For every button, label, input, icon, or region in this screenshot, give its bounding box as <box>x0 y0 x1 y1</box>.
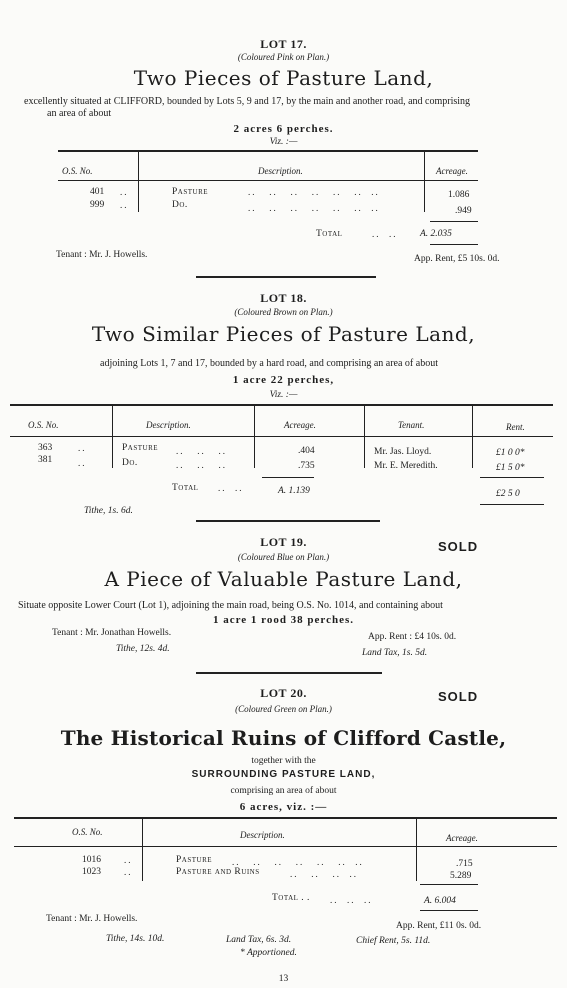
lot20-table-divider <box>416 817 417 881</box>
lot18-col-acreage: Acreage. <box>284 420 316 430</box>
lot18-header-rule <box>10 436 553 437</box>
lot18-row1-rent: £1 0 0* <box>496 448 525 458</box>
lot20-row2-dots: .. .. .. .. <box>290 869 358 879</box>
lot20-row2-acreage: 5.289 <box>450 871 472 881</box>
lot19-coloured-note: (Coloured Blue on Plan.) <box>237 552 330 562</box>
lot20-total-underline <box>420 910 478 911</box>
lot20-table-top-rule <box>14 817 557 819</box>
lot20-table-divider <box>142 817 143 881</box>
lot20-comprising: comprising an area of about <box>230 786 337 796</box>
lot17-row2-description: Do. <box>172 200 188 210</box>
lot18-col-tenant: Tenant. <box>398 420 425 430</box>
lot20-row2-leader: .. <box>124 867 133 877</box>
lot20-chief-rent: Chief Rent, 5s. 11d. <box>356 936 431 946</box>
lot18-total-dots: .. .. <box>218 483 244 493</box>
lot18-coloured-note: (Coloured Brown on Plan.) <box>234 307 333 317</box>
lot17-col-acreage: Acreage. <box>436 166 468 176</box>
lot17-row1-acreage: 1.086 <box>448 190 470 200</box>
lot20-row1-leader: .. <box>124 855 133 865</box>
lot17-table-divider <box>424 150 425 212</box>
lot17-col-os-no: O.S. No. <box>62 166 93 176</box>
lot17-description: excellently situated at CLIFFORD, bounded by Lots 5, 9 and 17, by the main and another road, and comprising <box>24 96 471 107</box>
page-number: 13 <box>278 974 289 984</box>
lot18-row2-description: Do. <box>122 458 138 468</box>
lot17-total: A. 2.035 <box>420 229 452 239</box>
lot20-row2-description: Pasture and Ruins <box>176 867 260 877</box>
lot18-row2-leader: .. <box>78 458 87 468</box>
lot17-col-description: Description. <box>258 166 303 176</box>
lot18-description: adjoining Lots 1, 7 and 17, bounded by a hard road, and comprising an area of about <box>100 358 438 369</box>
lot20-col-os-no: O.S. No. <box>72 827 103 837</box>
lot17-total-underline <box>430 244 478 245</box>
lot20-total: A. 6.004 <box>424 896 456 906</box>
lot19-description: Situate opposite Lower Court (Lot 1), adjoining the main road, being O.S. No. 1014, and containing about <box>18 600 443 611</box>
lot19-heading: LOT 19. <box>260 535 307 549</box>
lot20-col-acreage: Acreage. <box>446 833 478 843</box>
lot18-row1-description: Pasture <box>122 443 159 453</box>
lot20-col-description: Description. <box>240 830 285 840</box>
lot18-row2-dots: .. .. .. <box>176 460 227 470</box>
lot-separator <box>196 276 376 278</box>
lot17-viz: Viz. :— <box>269 137 298 147</box>
lot18-area: 1 acre 22 perches, <box>232 374 335 386</box>
lot18-viz: Viz. :— <box>269 390 298 400</box>
lot20-area: 6 acres, viz. :— <box>239 801 328 813</box>
lot17-total-label: Total <box>316 229 343 239</box>
lot17-coloured-note: (Coloured Pink on Plan.) <box>237 52 330 62</box>
lot20-together: together with the <box>251 756 316 766</box>
lot19-title: A Piece of Valuable Pasture Land, <box>104 567 463 591</box>
lot18-row1-acreage: .404 <box>298 446 315 456</box>
lot20-title: The Historical Ruins of Clifford Castle, <box>60 726 507 750</box>
lot18-row2-rent: £1 5 0* <box>496 463 525 473</box>
lot20-total-label: Total . . <box>272 893 310 903</box>
lot18-row1-dots: .. .. .. <box>176 446 227 456</box>
lot17-row2-dots: .. .. .. .. .. .. .. <box>248 203 380 213</box>
lot19-land-tax: Land Tax, 1s. 5d. <box>362 648 428 658</box>
lot17-tenant: Tenant : Mr. J. Howells. <box>56 250 148 260</box>
lot18-rent-total-rule <box>480 477 544 478</box>
lot20-row1-os-no: 1016 <box>82 855 101 865</box>
lot17-row1-description: Pasture <box>172 187 209 197</box>
lot20-row1-acreage: .715 <box>456 859 473 869</box>
lot20-rent: App. Rent, £11 0s. 0d. <box>396 921 482 931</box>
lot-separator <box>196 672 382 674</box>
lot17-row2-acreage: .949 <box>455 206 472 216</box>
lot18-title: Two Similar Pieces of Pasture Land, <box>91 322 476 346</box>
lot20-sold-stamp: SOLD <box>438 689 479 704</box>
lot18-col-os-no: O.S. No. <box>28 420 59 430</box>
lot18-row2-tenant: Mr. E. Meredith. <box>374 461 438 471</box>
lot17-total-dots: .. .. <box>372 229 398 239</box>
lot20-apportioned-note: * Apportioned. <box>240 948 297 958</box>
lot17-table-divider <box>138 150 139 212</box>
lot19-rent: App. Rent : £4 10s. 0d. <box>368 632 457 642</box>
lot17-area: 2 acres 6 perches. <box>233 123 334 135</box>
lot17-row2-leader: .. <box>120 200 129 210</box>
lot17-total-rule <box>430 221 478 222</box>
lot20-coloured-note: (Coloured Green on Plan.) <box>235 704 332 714</box>
lot18-row2-os-no: 381 <box>38 455 53 465</box>
lot18-row2-acreage: .735 <box>298 461 315 471</box>
lot20-heading: LOT 20. <box>260 686 307 700</box>
lot18-col-rent: Rent. <box>506 422 525 432</box>
lot18-heading: LOT 18. <box>260 291 307 305</box>
lot20-row1-dots: .. .. .. .. .. .. .. <box>232 857 364 867</box>
lot-separator <box>196 520 380 522</box>
lot20-total-rule <box>420 884 478 885</box>
lot19-area: 1 acre 1 rood 38 perches. <box>212 614 355 626</box>
lot20-row2-os-no: 1023 <box>82 867 101 877</box>
lot18-total: A. 1.139 <box>278 486 310 496</box>
lot17-description-cont: an area of about <box>47 108 112 119</box>
lot18-total-rent: £2 5 0 <box>496 489 520 499</box>
lot18-row1-tenant: Mr. Jas. Lloyd. <box>374 447 432 457</box>
lot19-sold-stamp: SOLD <box>438 539 479 554</box>
lot20-header-rule <box>14 846 557 847</box>
lot19-tenant: Tenant : Mr. Jonathan Howells. <box>52 628 172 638</box>
lot17-row2-os-no: 999 <box>90 200 105 210</box>
lot17-header-rule <box>58 180 478 181</box>
lot18-total-rule <box>262 477 314 478</box>
lot20-land-tax: Land Tax, 6s. 3d. <box>226 935 292 945</box>
lot18-rent-total-underline <box>480 504 544 505</box>
lot20-surrounding: SURROUNDING PASTURE LAND, <box>191 769 376 780</box>
lot17-row1-leader: .. <box>120 187 129 197</box>
lot18-row1-leader: .. <box>78 443 87 453</box>
lot20-total-dots: .. .. .. <box>330 895 373 905</box>
lot17-row1-os-no: 401 <box>90 187 105 197</box>
lot17-heading: LOT 17. <box>260 37 307 51</box>
lot20-row1-description: Pasture <box>176 855 213 865</box>
lot17-rent: App. Rent, £5 10s. 0d. <box>414 254 500 264</box>
lot17-title: Two Pieces of Pasture Land, <box>133 66 434 90</box>
lot20-tithe: Tithe, 14s. 10d. <box>106 934 165 944</box>
lot17-table-top-rule <box>58 150 478 152</box>
lot18-row1-os-no: 363 <box>38 443 53 453</box>
lot20-tenant: Tenant : Mr. J. Howells. <box>46 914 138 924</box>
lot17-row1-dots: .. .. .. .. .. .. .. <box>248 187 380 197</box>
lot19-tithe: Tithe, 12s. 4d. <box>116 644 170 654</box>
lot18-col-description: Description. <box>146 420 191 430</box>
lot18-tithe: Tithe, 1s. 6d. <box>84 506 133 516</box>
lot18-total-label: Total <box>172 483 199 493</box>
